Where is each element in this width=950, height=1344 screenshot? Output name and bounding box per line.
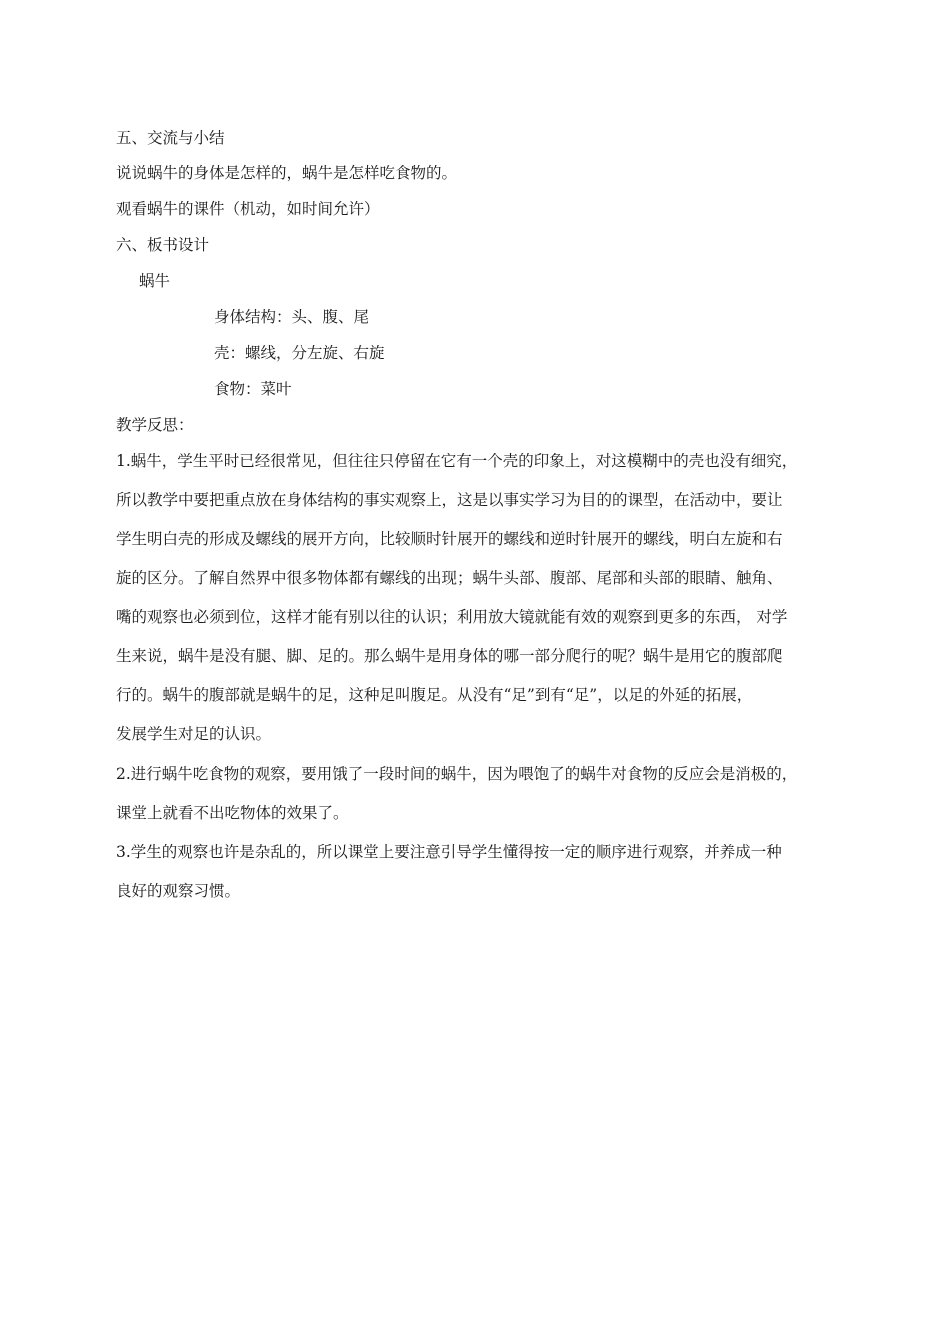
paragraph-line: 发展学生对足的认识。	[116, 725, 272, 743]
section-heading-board: 六、板书设计	[116, 236, 210, 254]
paragraph-line: 嘴的观察也必须到位，这样才能有别以往的认识；利用放大镜就能有效的观察到更多的东西， 对学	[116, 608, 788, 626]
paragraph-line: 3.学生的观察也许是杂乱的，所以课堂上要注意引导学生懂得按一定的顺序进行观察，并养成一种	[116, 843, 782, 861]
board-item: 身体结构：头、腹、尾	[214, 308, 370, 326]
paragraph-line: 良好的观察习惯。	[116, 882, 241, 900]
exchange-line-2: 观看蜗牛的课件（机动，如时间允许）	[116, 200, 380, 218]
exchange-line-1: 说说蜗牛的身体是怎样的，蜗牛是怎样吃食物的。	[116, 164, 458, 182]
board-item: 食物：菜叶	[214, 380, 292, 398]
section-heading-reflection: 教学反思：	[116, 416, 194, 434]
paragraph-line: 所以教学中要把重点放在身体结构的事实观察上，这是以事实学习为目的的课型，在活动中，要让	[116, 491, 783, 509]
paragraph-line: 课堂上就看不出吃物体的效果了。	[116, 804, 349, 822]
section-heading-exchange: 五、交流与小结	[116, 129, 225, 147]
board-item: 壳：螺线，分左旋、右旋	[214, 344, 385, 362]
board-title: 蜗牛	[139, 272, 171, 290]
paragraph-line: 1.蜗牛，学生平时已经很常见，但往往只停留在它有一个壳的印象上，对这模糊中的壳也没有细究，	[116, 452, 798, 470]
paragraph-line: 学生明白壳的形成及螺线的展开方向，比较顺时针展开的螺线和逆时针展开的螺线，明白左旋和右	[116, 530, 783, 548]
paragraph-line: 2.进行蜗牛吃食物的观察，要用饿了一段时间的蜗牛，因为喂饱了的蜗牛对食物的反应会是消极的，	[116, 765, 798, 783]
paragraph-line: 旋的区分。了解自然界中很多物体都有螺线的出现；蜗牛头部、腹部、尾部和头部的眼睛、触角、	[116, 569, 783, 587]
paragraph-line: 生来说，蜗牛是没有腿、脚、足的。那么蜗牛是用身体的哪一部分爬行的呢？蜗牛是用它的腹部爬	[116, 647, 783, 665]
paragraph-line: 行的。蜗牛的腹部就是蜗牛的足，这种足叫腹足。从没有“足”到有“足”，以足的外延的拓展，	[116, 686, 753, 704]
